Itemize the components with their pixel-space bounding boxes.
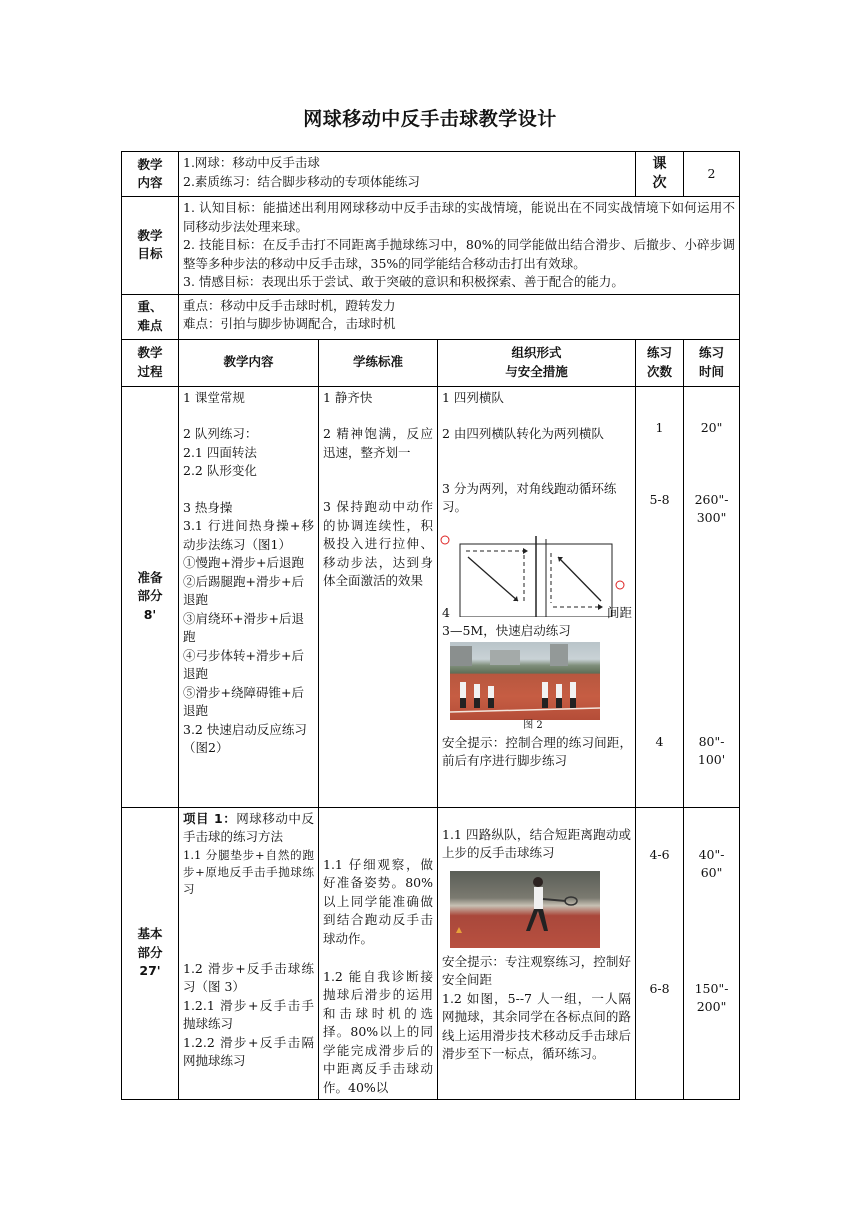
basic-section-row — [122, 807, 740, 1099]
diagonal-right — [558, 557, 601, 601]
content-line-1: 1.网球：移动中反手击球 — [183, 155, 320, 170]
col-count-header: 练习 次数 — [636, 339, 684, 386]
basic-label: 基本 部分 27' — [122, 807, 179, 1099]
prep-counts: 1 5-8 4 — [636, 386, 684, 807]
row-goal-label: 教学目标 — [122, 197, 179, 295]
col-content-header: 教学内容 — [179, 339, 319, 386]
row-content — [122, 152, 740, 197]
row-content-label — [122, 152, 179, 197]
col-standard-header: 学练标准 — [319, 339, 438, 386]
key-line-1: 重点：移动中反手击球时机，蹬转发力 — [183, 297, 396, 313]
basic-organization: 1.1 四路纵队，结合短距离跑动或上步的反手击球练习 安全提示：专注观察练习，控制好安全间距 1.2 如图，5--7 人一组，一人隔网抛球，其余同学在各标点间的路线上运用滑步技术移动反手击球后滑步至下一标点，循环练习。 — [438, 807, 636, 1099]
prep-label: 准备 部分 8' — [122, 386, 179, 807]
basic-content: 项目 1：网球移动中反手击球的练习方法 1.1 分腿垫步+自然的跑步+原地反手击手抛球练习 1.2 滑步+反手击球练习（图 3） 1.2.1 滑步+反手击手抛球练习 1.2.2 滑步+反手击隔网抛球练习 — [179, 807, 319, 1099]
basic-counts: 4-6 6-8 — [636, 807, 684, 1099]
row-content-label-text: 教学内容 — [137, 156, 163, 190]
key-line-2: 难点：引拍与脚步协调配合，击球时机 — [183, 316, 396, 331]
process-label: 教学过程 — [122, 339, 179, 386]
prep-standard: 1 静齐快 2 精神饱满，反应迅速，整齐划一 3 保持跑动中动作的协调连续性，积极投入进行拉伸、移动步法，达到身体全面激活的效果 — [319, 386, 438, 807]
process-header-row — [122, 339, 740, 386]
row-goal-body — [179, 197, 740, 295]
prep-safety-note: 安全提示：控制合理的练习间距，前后有序进行脚步练习 — [442, 734, 632, 768]
basic-standard: 1.1 仔细观察，做好准备姿势。80%以上同学能准确做到结合跑动反手击球动作。 1.2 能自我诊断接抛球后滑步的运用和击球时机的选择。80%以上的同学能完成滑步后的中距离反手击球动作。40%以 — [319, 807, 438, 1099]
lesson-plan-table — [121, 151, 740, 1100]
diagonal-left — [468, 557, 518, 601]
basic-times: 40"- 60" 150"- 200" — [684, 807, 740, 1099]
content-line-2: 2.素质练习：结合脚步移动的专项体能练习 — [183, 173, 420, 189]
goal-line-1: 1. 认知目标：能描述出利用网球移动中反手击球的实战情境，能说出在不同实战情境下如何运用不同移动步法处理来球。 — [183, 200, 736, 234]
col-time-header: 练习 时间 — [684, 339, 740, 386]
row-key-label: 重、难点 — [122, 294, 179, 339]
row-goal — [122, 197, 740, 295]
row-content-body — [179, 152, 636, 197]
figure-2-photo — [450, 642, 600, 720]
prep-organization: 1 四列横队 2 由四列横队转化为两列横队 3 分为两列，对角线跑动循环练习。 4 间距 3—5M，快速启动练习 图 2 安全提示：控制合理的练习间距，前后有序进行脚步练习 — [438, 386, 636, 807]
lesson-number-value: 2 — [684, 152, 740, 197]
lesson-number-label: 课次 — [636, 152, 684, 197]
figure-backhand-photo — [450, 871, 600, 948]
prep-content: 1 课堂常规 2 队列练习： 2.1 四面转法 2.2 队形变化 3 热身操 3.1 行进间热身操+移动步法练习（图1） ①慢跑+滑步+后退跑 ②后踢腿跑+滑步+后退跑 ③肩绕环+滑步+后退跑 ④弓步体转+滑步+后退跑 ⑤滑步+绕障碍锥+后退跑 3.2 快速启动反应练习（图2） — [179, 386, 319, 807]
marker-circle-left — [441, 536, 449, 544]
figure-2-caption: 图 2 — [523, 719, 543, 731]
prep-org-item-4: 4 间距 3—5M，快速启动练习 — [442, 604, 632, 638]
marker-circle-right — [616, 581, 624, 589]
page-title: 网球移动中反手击球教学设计 — [303, 108, 557, 130]
col-org-header: 组织形式 与安全措施 — [438, 339, 636, 386]
row-key — [122, 294, 740, 339]
row-key-body — [179, 294, 740, 339]
goal-line-2: 2. 技能目标：在反手击打不同距离手抛球练习中，80%的同学能做出结合滑步、后撤步、小碎步调整等多种步法的移动中反手击球，35%的同学能结合移动击打出有效球。 — [183, 237, 736, 271]
goal-line-3: 3. 情感目标：表现出乐于尝试、敢于突破的意识和积极探索、善于配合的能力。 — [183, 274, 624, 289]
prep-times: 20" 260"- 300" 80"- 100' — [684, 386, 740, 807]
prep-section-row — [122, 386, 740, 807]
